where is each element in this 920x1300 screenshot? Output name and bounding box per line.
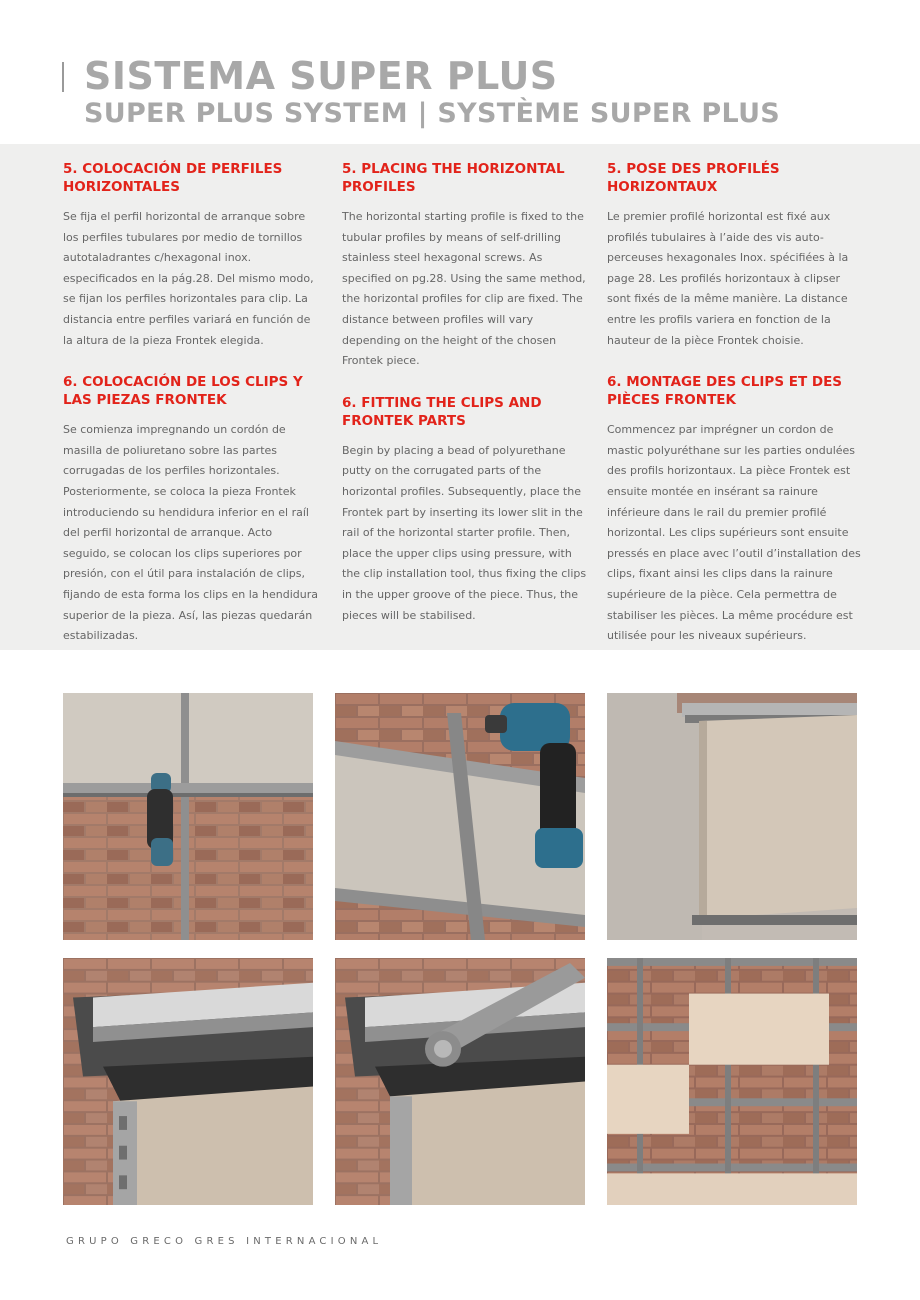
step5-text-en: The horizontal starting profile is fixed to the tubular profiles by means of self-drilling stainless steel hexagonal screws. As specified on pg.28. Using the same method, the horizontal profiles for clip are fixed. The distance between profiles will vary depending on the height of the chosen Frontek piece. <box>342 210 586 368</box>
photo-fixing-profile <box>63 693 313 940</box>
instructions-panel <box>0 144 920 650</box>
photo-finished-facade <box>607 958 857 1205</box>
title-accent-bar <box>62 62 64 92</box>
photo-panel-installed <box>607 693 857 940</box>
page-title: SISTEMA SUPER PLUS <box>84 54 558 98</box>
page-subtitle: SUPER PLUS SYSTEM | SYSTÈME SUPER PLUS <box>84 98 781 129</box>
photo-drilling-profile <box>335 693 585 940</box>
column-spanish <box>63 160 319 669</box>
step6-heading-es: 6. COLOCACIÓN DE LOS CLIPS Y LAS PIEZAS FRONTEK <box>63 374 303 409</box>
column-french <box>607 160 867 669</box>
photo-clip-closeup <box>63 958 313 1205</box>
step6-text-en: Begin by placing a bead of polyurethane putty on the corrugated parts of the horizontal profiles. Subsequently, place the Frontek part by inserting its lower slit in the rail of the horizontal starter profile. Then, place the upper clips using pressure, with the clip installation tool, thus fixing the clips in the upper groove of the piece. Thus, the pieces will be stabilised. <box>342 443 587 622</box>
step5-heading-fr: 5. POSE DES PROFILÉS HORIZONTAUX <box>607 161 780 195</box>
step6-text-es: Se comienza impregnando un cordón de masilla de poliuretano sobre las partes corrugadas de los perfiles horizontales. Posteriormente, se coloca la pieza Frontek introduciendo su hendidura inferior en el raíl del perfil horizontal de arranque. Acto seguido, se colocan los clips superiores por presión, con el útil para instalación de clips, fijando de esta forma los clips en la hendidura superior de la pieza. Así, las piezas quedarán estabilizadas. <box>63 423 318 643</box>
footer-company-name: GRUPO GRECO GRES INTERNACIONAL <box>66 1236 383 1247</box>
step5-heading-en: 5. PLACING THE HORIZONTAL PROFILES <box>342 161 565 195</box>
step6-heading-fr: 6. MONTAGE DES CLIPS ET DES PIÈCES FRONTEK <box>607 374 843 409</box>
photo-clip-tool <box>335 958 585 1205</box>
step6-heading-en: 6. FITTING THE CLIPS AND FRONTEK PARTS <box>342 394 542 429</box>
step5-text-fr: Le premier profilé horizontal est fixé aux profilés tubulaires à l’aide des vis auto-perceuses hexagonales Inox. spécifiées à la page 28. Les profilés horizontaux à clipser sont fixés de la même manière. La distance entre les profils variera en fonction de la hauteur de la pièce Frontek choisie. <box>607 210 849 347</box>
step5-text-es: Se fija el perfil horizontal de arranque sobre los perfiles tubulares por medio de tornillos autotaladrantes c/hexagonal inox. especificados en la pág.28. Del mismo modo, se fijan los perfiles horizontales para clip. La distancia entre perfiles variará en función de la altura de la pieza Frontek elegida. <box>63 210 314 347</box>
step5-heading-es: 5. COLOCACIÓN DE PERFILES HORIZONTALES <box>63 161 283 195</box>
step6-text-fr: Commencez par imprégner un cordon de mastic polyuréthane sur les parties ondulées des profils horizontaux. La pièce Frontek est ensuite montée en insérant sa rainure inférieure dans le rail du premier profilé horizontal. Les clips supérieurs sont ensuite pressés en place avec l’outil d’installation des clips, fixant ainsi les clips dans la rainure supérieure de la pièce. Cela permettra de stabiliser les pièces. La même procédure est utilisée pour les niveaux supérieurs. <box>607 423 861 643</box>
column-english <box>342 160 592 648</box>
